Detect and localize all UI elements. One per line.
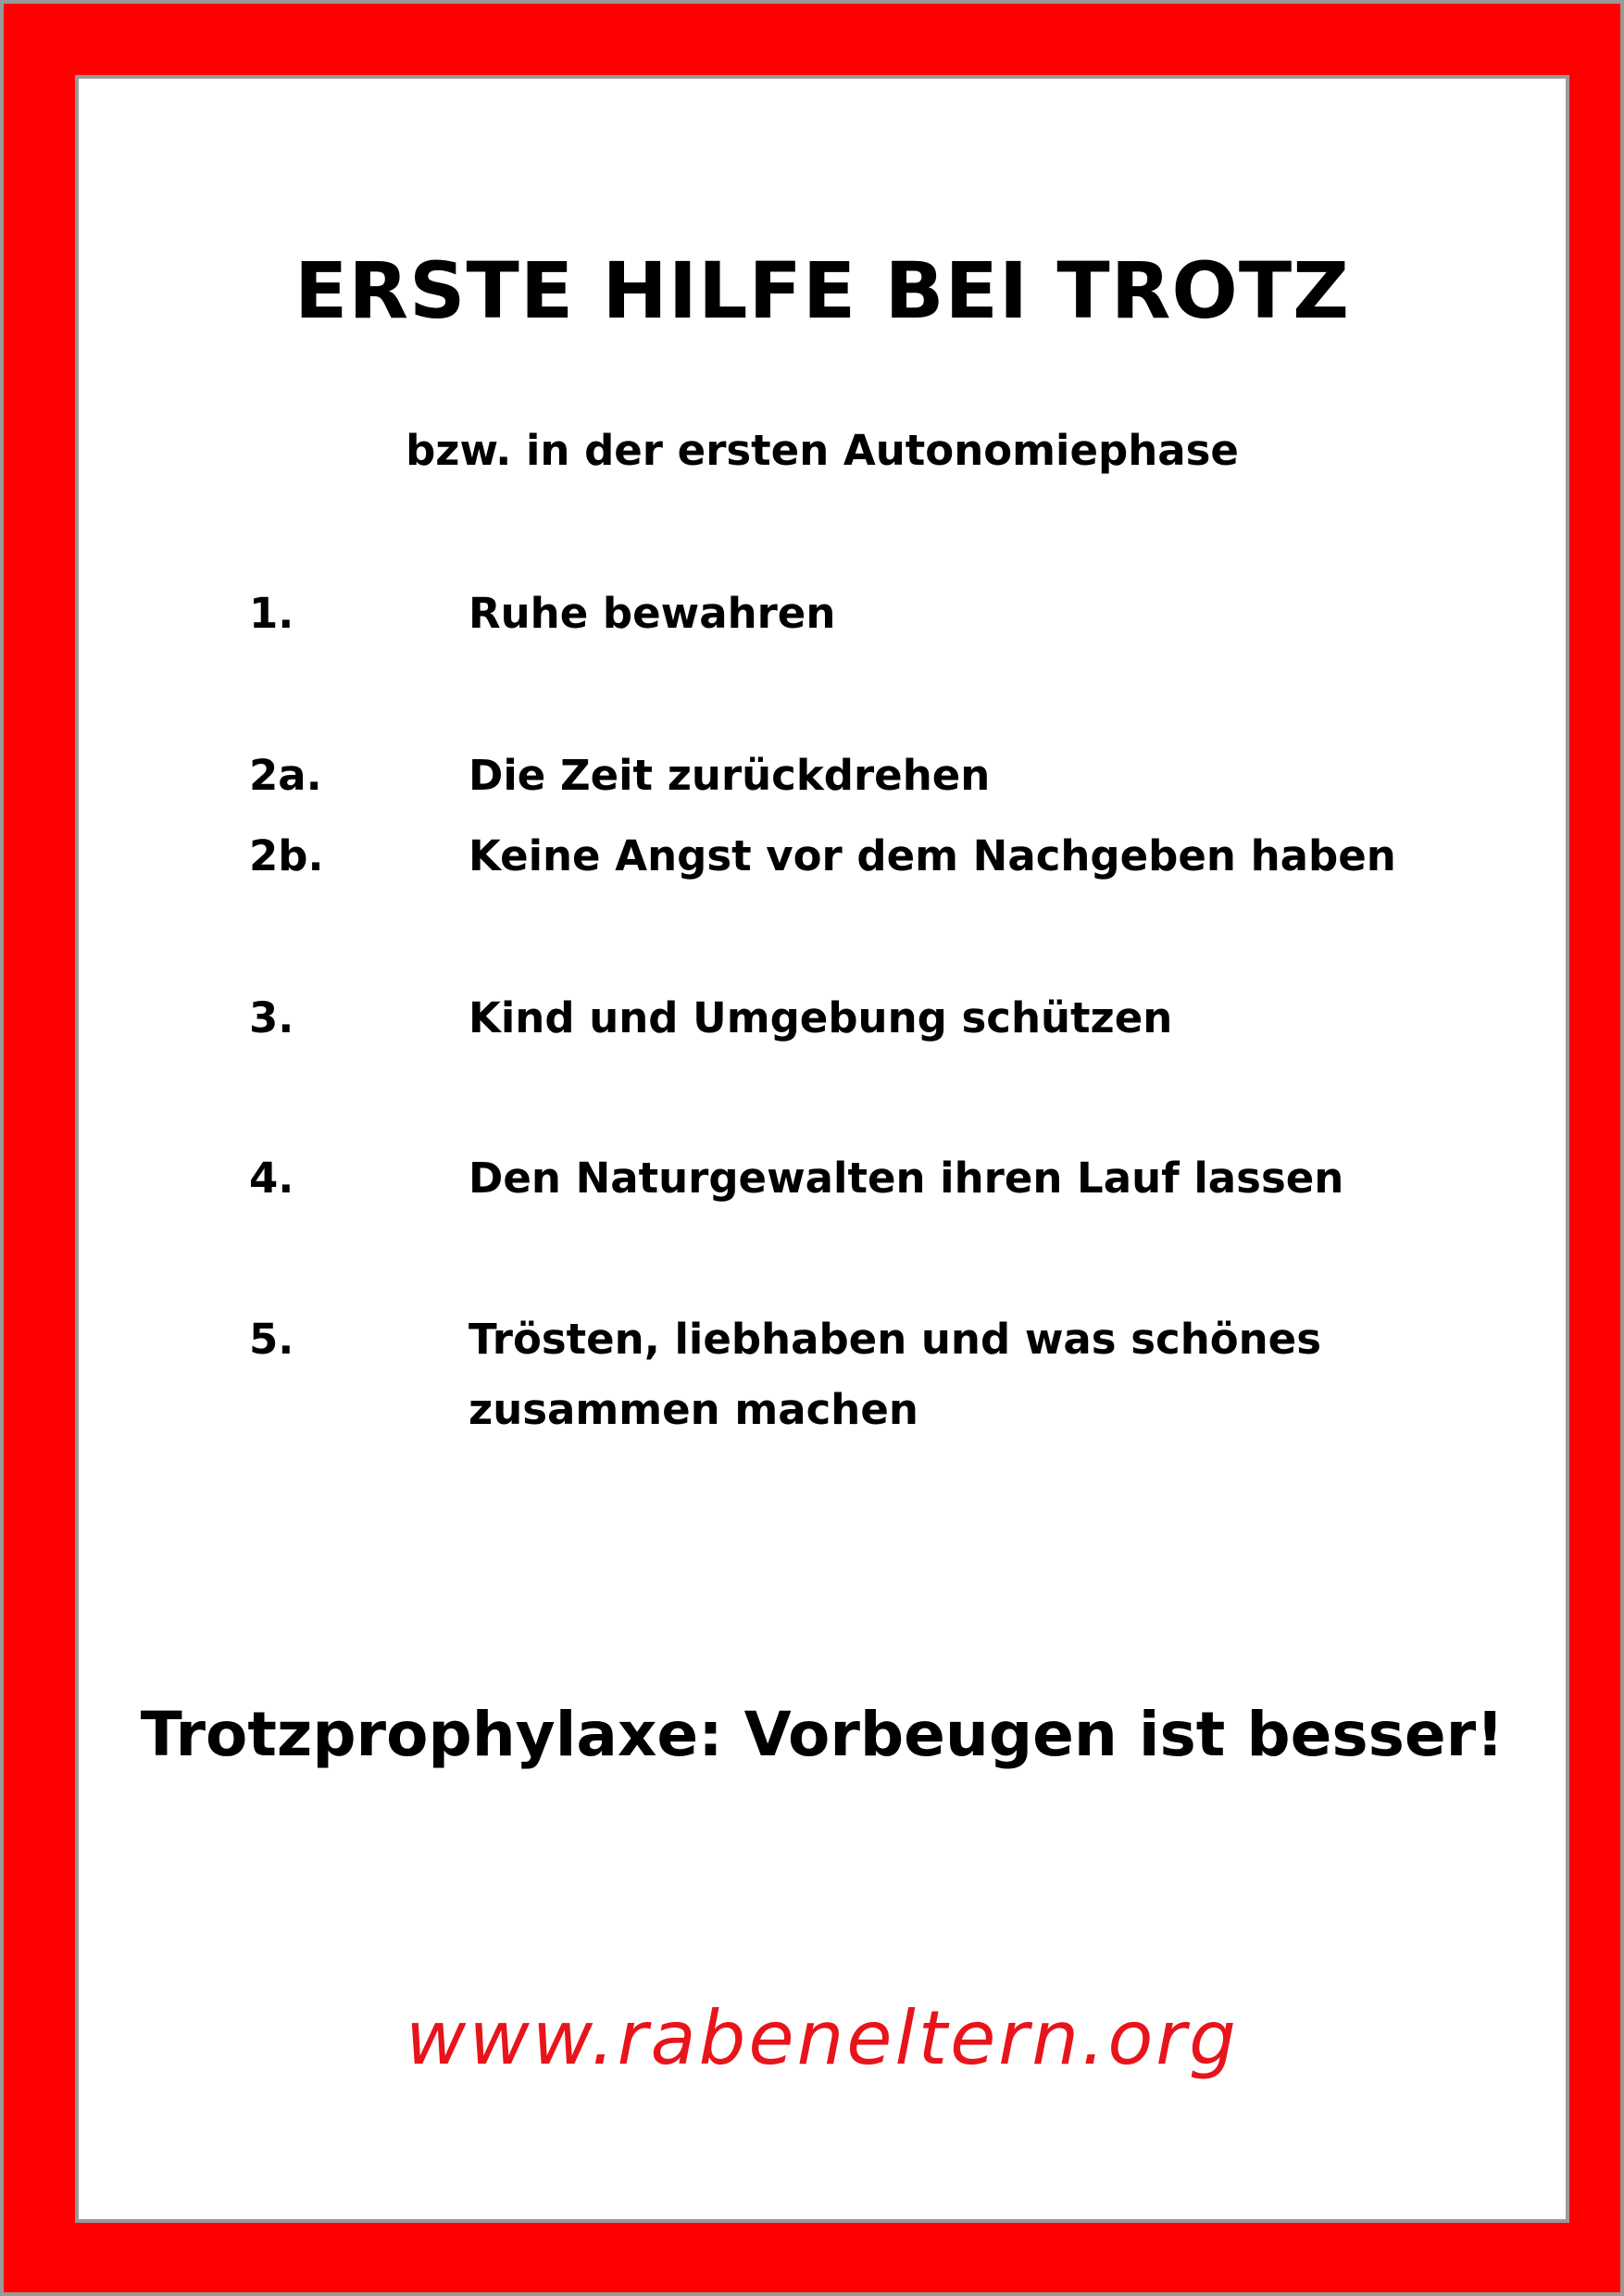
step-text: Ruhe bewahren	[468, 589, 836, 638]
step-text: Keine Angst vor dem Nachgeben haben	[468, 831, 1396, 880]
step-text: Die Zeit zurückdrehen	[468, 751, 991, 800]
website-link[interactable]: www.rabeneltern.org	[406, 1995, 1239, 2081]
step-text: Kind und Umgebung schützen	[468, 993, 1173, 1042]
step-number: 2b.	[249, 831, 324, 880]
step-text: Trösten, liebhaben und was schönes zusammen machen	[468, 1315, 1321, 1434]
step-number: 4.	[249, 1154, 294, 1203]
step-number: 5.	[249, 1315, 294, 1364]
step-text: Den Naturgewalten ihren Lauf lassen	[468, 1154, 1344, 1203]
tagline: Trotzprophylaxe: Vorbeugen ist besser!	[140, 1699, 1505, 1770]
poster-sheet	[75, 75, 1569, 2223]
page-title: ERSTE HILFE BEI TROTZ	[294, 245, 1351, 336]
step-number: 3.	[249, 993, 294, 1042]
page-subtitle: bzw. in der ersten Autonomiephase	[406, 426, 1239, 475]
step-number: 1.	[249, 589, 294, 638]
step-number: 2a.	[249, 751, 322, 800]
